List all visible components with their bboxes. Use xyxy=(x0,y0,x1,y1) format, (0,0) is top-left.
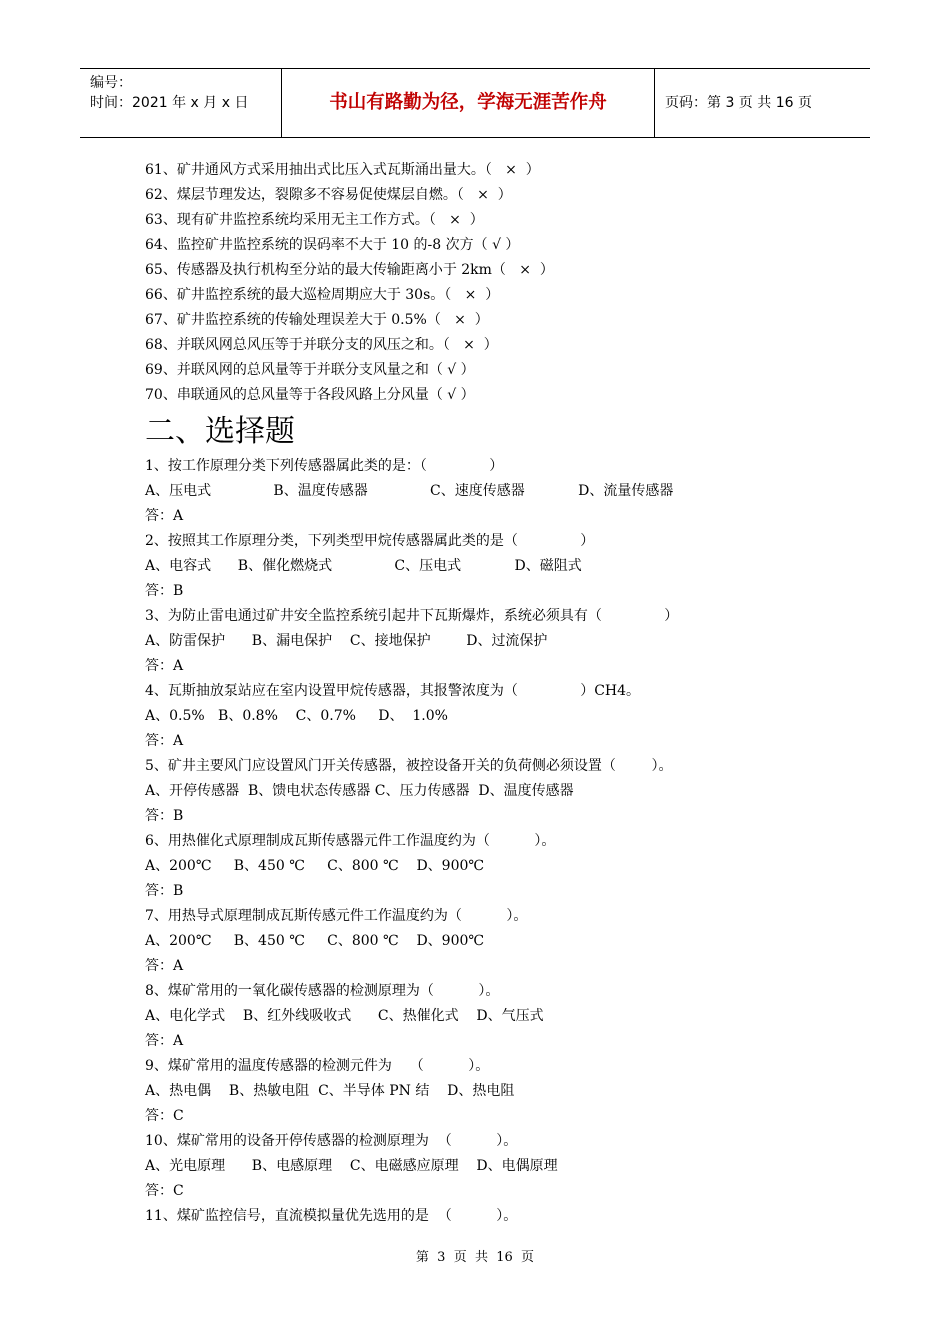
header-page-cell xyxy=(655,69,870,137)
options-line: A、200℃ B、450 ℃ C、800 ℃ D、900℃ xyxy=(145,858,485,874)
question-line: 11、煤矿监控信号，直流模拟量优先选用的是 （ ）。 xyxy=(145,1208,518,1224)
answer-line: 答：C xyxy=(145,1108,184,1124)
true-false-item: 69、并联风网的总风量等于并联分支风量之和（ √ ） xyxy=(145,362,475,378)
question-line: 8、煤矿常用的一氧化碳传感器的检测原理为（ ）。 xyxy=(145,983,500,999)
question-line: 4、瓦斯抽放泵站应在室内设置甲烷传感器，其报警浓度为（ ）CH4。 xyxy=(145,683,641,699)
page-header xyxy=(80,68,870,138)
answer-line: 答：C xyxy=(145,1183,184,1199)
true-false-item: 61、矿井通风方式采用抽出式比压入式瓦斯涌出量大。（ × ） xyxy=(145,162,540,178)
document-date-label: 时间：2021 年 x 月 x 日 xyxy=(90,95,249,111)
true-false-item: 65、传感器及执行机构至分站的最大传输距离小于 2km（ × ） xyxy=(145,262,554,278)
true-false-item: 66、矿井监控系统的最大巡检周期应大于 30s。（ × ） xyxy=(145,287,500,303)
options-line: A、防雷保护 B、漏电保护 C、接地保护 D、过流保护 xyxy=(145,633,548,649)
question-line: 6、用热催化式原理制成瓦斯传感器元件工作温度约为（ ）。 xyxy=(145,833,556,849)
true-false-list xyxy=(145,158,845,408)
options-line: A、压电式 B、温度传感器 C、速度传感器 D、流量传感器 xyxy=(145,483,674,499)
true-false-item: 70、串联通风的总风量等于各段风路上分风量（ √ ） xyxy=(145,387,475,403)
document-number-label: 编号： xyxy=(90,75,132,91)
options-line: A、电化学式 B、红外线吸收式 C、热催化式 D、气压式 xyxy=(145,1008,544,1024)
header-info-cell xyxy=(80,69,282,137)
true-false-item: 64、监控矿井监控系统的误码率不大于 10 的-8 次方（ √ ） xyxy=(145,237,520,253)
answer-line: 答：A xyxy=(145,508,184,524)
question-line: 1、按工作原理分类下列传感器属此类的是：（ ） xyxy=(145,458,504,474)
question-line: 9、煤矿常用的温度传感器的检测元件为 （ ）。 xyxy=(145,1058,490,1074)
section-title: 二、选择题 xyxy=(145,414,295,449)
page-footer: 第 3 页 共 16 页 xyxy=(415,1250,535,1265)
options-line: A、电容式 B、催化燃烧式 C、压电式 D、磁阻式 xyxy=(145,558,582,574)
answer-line: 答：A xyxy=(145,658,184,674)
answer-line: 答：A xyxy=(145,958,184,974)
question-line: 3、为防止雷电通过矿井安全监控系统引起井下瓦斯爆炸，系统必须具有（ ） xyxy=(145,608,679,624)
options-line: A、热电偶 B、热敏电阻 C、半导体 PN 结 D、热电阻 xyxy=(145,1083,515,1099)
options-line: A、200℃ B、450 ℃ C、800 ℃ D、900℃ xyxy=(145,933,485,949)
options-line: A、0.5% B、0.8% C、0.7% D、 1.0% xyxy=(145,708,448,724)
answer-line: 答：A xyxy=(145,1033,184,1049)
true-false-item: 62、煤层节理发达，裂隙多不容易促使煤层自燃。（ × ） xyxy=(145,187,512,203)
options-line: A、光电原理 B、电感原理 C、电磁感应原理 D、电偶原理 xyxy=(145,1158,558,1174)
true-false-item: 63、现有矿井监控系统均采用无主工作方式。（ × ） xyxy=(145,212,484,228)
document-body xyxy=(145,158,845,1229)
header-page-number: 页码：第 3 页 共 16 页 xyxy=(665,95,812,111)
question-line: 5、矿井主要风门应设置风门开关传感器，被控设备开关的负荷侧必须设置（ ）。 xyxy=(145,758,673,774)
header-motto: 书山有路勤为径，学海无涯苦作舟 xyxy=(329,92,607,113)
question-line: 10、煤矿常用的设备开停传感器的检测原理为 （ ）。 xyxy=(145,1133,518,1149)
question-line: 2、按照其工作原理分类，下列类型甲烷传感器属此类的是（ ） xyxy=(145,533,595,549)
answer-line: 答：B xyxy=(145,808,184,824)
question-line: 7、用热导式原理制成瓦斯传感元件工作温度约为（ ）。 xyxy=(145,908,528,924)
options-line: A、开停传感器 B、馈电状态传感器 C、压力传感器 D、温度传感器 xyxy=(145,783,574,799)
true-false-item: 67、矿井监控系统的传输处理误差大于 0.5%（ × ） xyxy=(145,312,489,328)
answer-line: 答：A xyxy=(145,733,184,749)
multiple-choice-list xyxy=(145,454,845,1229)
answer-line: 答：B xyxy=(145,883,184,899)
true-false-item: 68、并联风网总风压等于并联分支的风压之和。（ × ） xyxy=(145,337,498,353)
answer-line: 答：B xyxy=(145,583,184,599)
header-motto-cell xyxy=(282,69,655,137)
